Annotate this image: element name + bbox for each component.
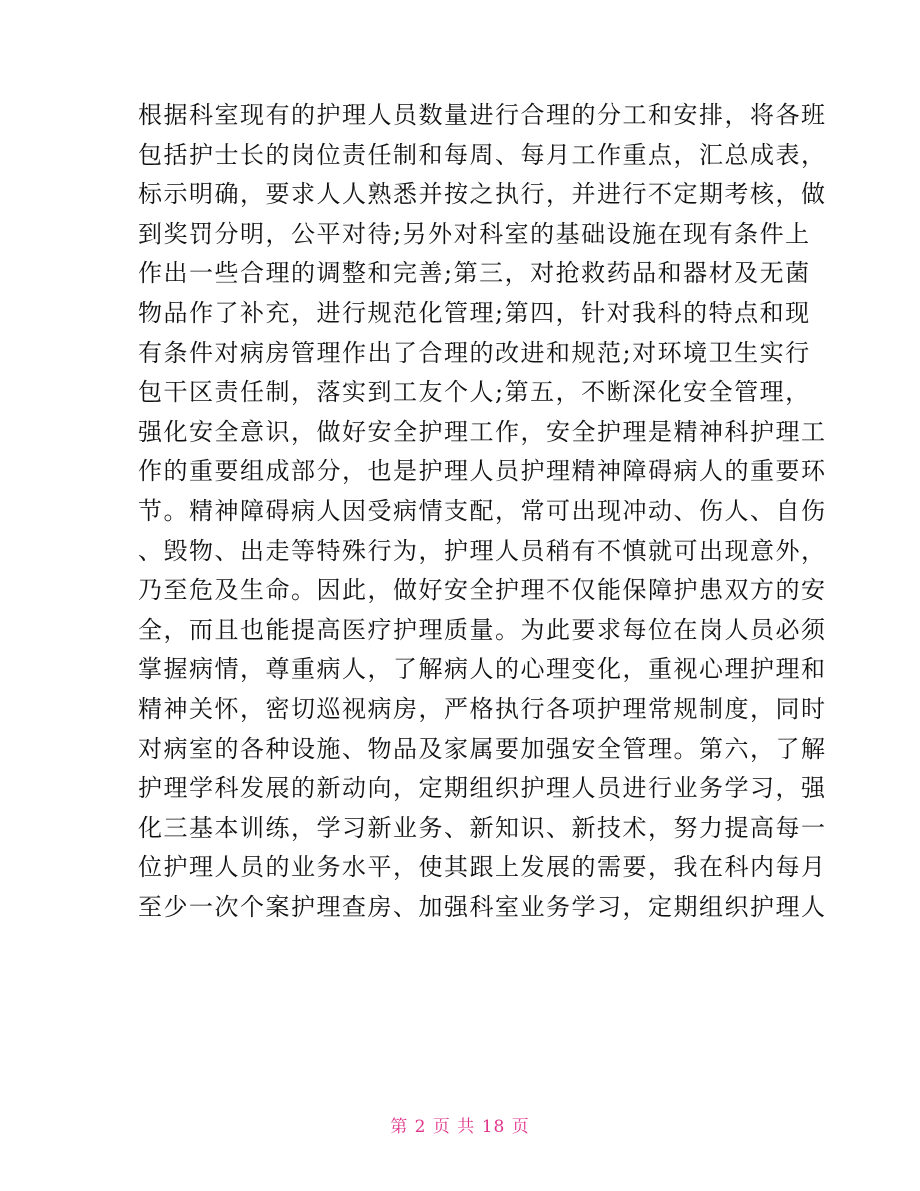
text-line: 强化安全意识，做好安全护理工作，安全护理是精神科护理工 [138,417,827,446]
text-line: 包括护士长的岗位责任制和每周、每月工作重点，汇总成表， [138,140,827,169]
text-line: 精神关怀，密切巡视病房，严格执行各项护理常规制度，同时 [138,694,827,723]
text-line: 包干区责任制，落实到工友个人;第五，不断深化安全管理， [138,378,811,407]
text-line: 至少一次个案护理查房、加强科室业务学习，定期组织护理人 [138,892,827,921]
page-number-footer: 第 2 页 共 18 页 [390,1117,530,1137]
text-line: 乃至危及生命。因此，做好安全护理不仅能保障护患双方的安 [138,576,827,605]
text-line: 到奖罚分明，公平对待;另外对科室的基础设施在现有条件上 [138,219,811,248]
text-line: 位护理人员的业务水平，使其跟上发展的需要，我在科内每月 [138,853,827,882]
text-line: 根据科室现有的护理人员数量进行合理的分工和安排，将各班 [138,101,827,129]
body-paragraph [138,96,827,927]
text-line: 掌握病情，尊重病人，了解病人的心理变化，重视心理护理和 [138,655,827,684]
text-line: 、毁物、出走等特殊行为，护理人员稍有不慎就可出现意外， [138,536,827,565]
text-line: 作的重要组成部分，也是护理人员护理精神障碍病人的重要环 [138,457,827,486]
text-line: 全，而且也能提高医疗护理质量。为此要求每位在岗人员必须 [138,615,827,644]
text-line: 物品作了补充，进行规范化管理;第四，针对我科的特点和现 [138,298,811,327]
text-line: 节。精神障碍病人因受病情支配，常可出现冲动、伤人、自伤 [138,496,827,525]
text-line: 作出一些合理的调整和完善;第三，对抢救药品和器材及无菌 [138,259,811,288]
text-line: 标示明确，要求人人熟悉并按之执行，并进行不定期考核，做 [138,180,827,209]
text-line: 有条件对病房管理作出了合理的改进和规范;对环境卫生实行 [138,338,811,367]
text-line: 化三基本训练，学习新业务、新知识、新技术，努力提高每一 [138,813,827,842]
text-line: 对病室的各种设施、物品及家属要加强安全管理。第六，了解 [138,734,827,763]
text-line: 护理学科发展的新动向，定期组织护理人员进行业务学习，强 [138,774,827,803]
